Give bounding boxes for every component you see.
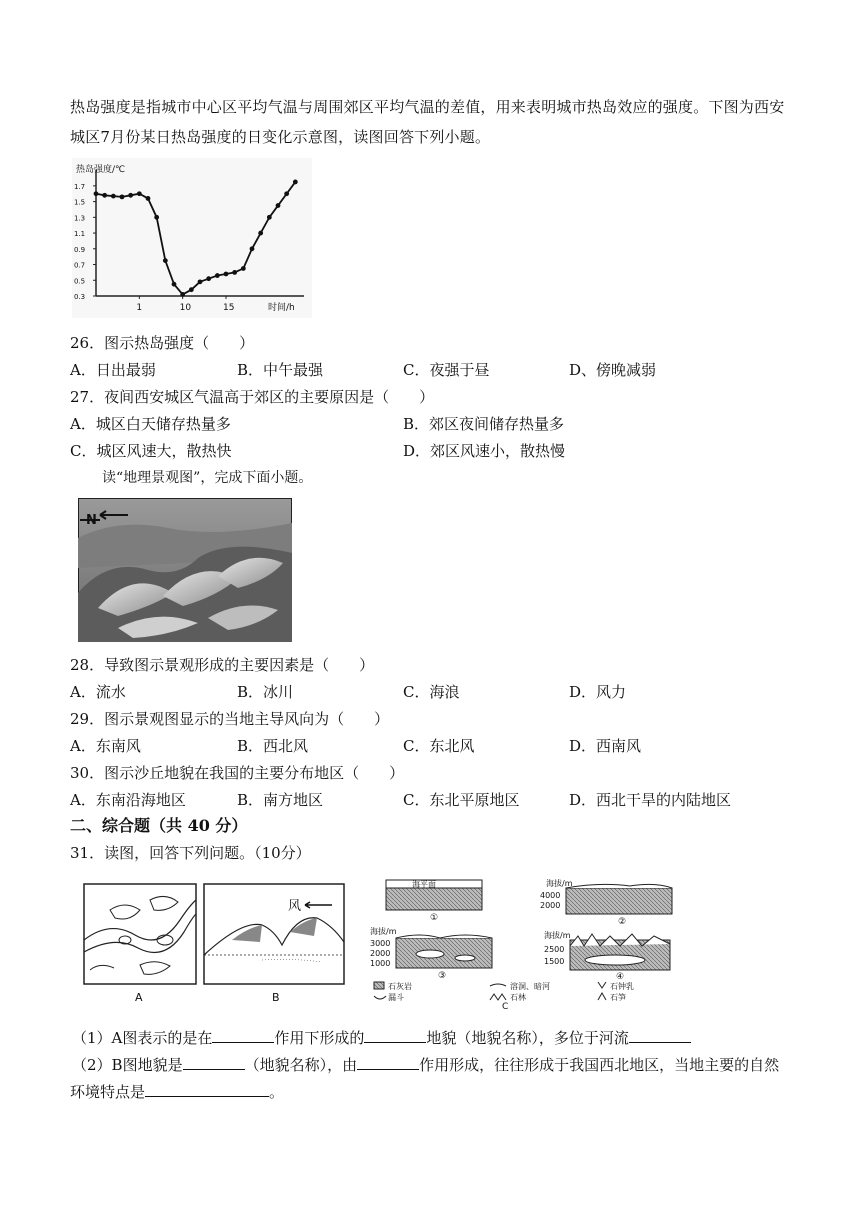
panel2-alt-label: 海拔/m	[546, 879, 573, 888]
panel-num-2: ②	[618, 917, 627, 927]
data-point	[293, 180, 298, 185]
data-point	[128, 193, 133, 198]
y-tick-label: 0.3	[74, 293, 86, 301]
panel2-tick-4000: 4000	[540, 891, 561, 900]
y-tick-label: 1.5	[74, 198, 86, 207]
data-point	[120, 194, 125, 199]
legend-stone-forest: 石林	[510, 993, 526, 1002]
data-point	[258, 231, 263, 236]
y-tick-label: 1.7	[74, 182, 86, 191]
q31-sub2-line1	[72, 1054, 779, 1076]
q31-sub1-blank1[interactable]	[212, 1028, 274, 1043]
data-point	[198, 279, 203, 284]
data-point	[94, 191, 99, 196]
q29-option-a[interactable]: A．东南风	[70, 737, 141, 755]
panel3-tick-2000: 2000	[370, 949, 391, 958]
q31-sub1-blank2[interactable]	[364, 1028, 426, 1043]
q31-sub2-blank1[interactable]	[183, 1055, 245, 1070]
landscape-photo	[78, 498, 292, 642]
panel3-tick-3000: 3000	[370, 939, 391, 948]
figure-b	[202, 880, 348, 1005]
q31-sub2-part5: 。	[269, 1083, 285, 1101]
q27-option-b[interactable]: B．郊区夜间储存热量多	[403, 415, 565, 433]
data-point	[267, 215, 272, 220]
q31-sub1-part1: （1）A图表示的是在	[72, 1029, 213, 1047]
data-point	[276, 203, 281, 208]
q29-stem: 29．图示景观图显示的当地主导风向为（ ）	[70, 710, 390, 728]
q26-option-c[interactable]: C．夜强于昼	[403, 361, 490, 379]
data-point	[284, 191, 289, 196]
figure-a	[80, 880, 200, 1005]
q27-option-a[interactable]: A．城区白天储存热量多	[70, 415, 231, 433]
x-axis-label: 时间/h	[268, 303, 295, 313]
data-point	[137, 191, 142, 196]
q26-option-a[interactable]: A．日出最弱	[70, 361, 156, 379]
panel4-tick-1500: 1500	[544, 957, 565, 966]
legend-stone-forest-icon	[490, 994, 506, 1000]
q30-option-d[interactable]: D．西北干旱的内陆地区	[569, 791, 732, 809]
legend-limestone: 石灰岩	[388, 982, 412, 991]
panel-num-3: ③	[438, 971, 447, 981]
q28-option-d[interactable]: D．风力	[569, 683, 627, 701]
data-point	[241, 266, 246, 271]
q28-option-b[interactable]: B．冰川	[237, 683, 294, 701]
data-point	[163, 258, 168, 263]
q31-sub2-blank2[interactable]	[357, 1055, 419, 1070]
q31-sub1-part2: 作用下形成的	[274, 1029, 365, 1047]
data-point	[232, 270, 237, 275]
data-point	[215, 273, 220, 278]
q31-sub2-blank3[interactable]	[145, 1082, 269, 1097]
section2-heading: 二、综合题（共 40 分）	[70, 816, 248, 835]
north-label: N	[86, 513, 97, 528]
legend-stalagmite: 石笋	[610, 993, 626, 1002]
data-point	[224, 272, 229, 277]
q28-option-c[interactable]: C．海浪	[403, 683, 460, 701]
x-tick-label: 10	[179, 303, 192, 313]
q27-stem: 27．夜间西安城区气温高于郊区的主要原因是（ ）	[70, 388, 435, 406]
panel-num-4: ④	[616, 972, 625, 982]
q29-option-c[interactable]: C．东北风	[403, 737, 475, 755]
q26-stem: 26．图示热岛强度（ ）	[70, 334, 255, 352]
data-point	[180, 292, 185, 297]
legend-cave-icon	[490, 984, 506, 986]
q28-stem: 28．导致图示景观形成的主要因素是（ ）	[70, 656, 375, 674]
legend-sinkhole-icon	[374, 996, 386, 999]
panel-num-1: ①	[430, 913, 439, 923]
y-tick-label: 0.7	[74, 261, 86, 270]
q31-sub1	[72, 1027, 691, 1049]
q31-sub2-part2: （地貌名称），由	[244, 1056, 358, 1074]
x-tick-label: 1	[136, 303, 143, 313]
panel4-alt-label: 海拔/m	[544, 931, 571, 940]
data-point	[206, 276, 211, 281]
x-tick-label: 15	[223, 303, 235, 313]
intro2-text: 读“地理景观图”，完成下面小题。	[102, 470, 313, 486]
q31-sub2-line2	[70, 1081, 284, 1103]
sea-level-label: 海平面	[412, 880, 436, 889]
y-tick-label: 0.9	[74, 245, 86, 254]
legend-cave: 溶洞、暗河	[510, 982, 550, 991]
y-axis-label: 热岛强度/℃	[76, 165, 126, 175]
q29-option-d[interactable]: D．西南风	[569, 737, 642, 755]
y-tick-label: 0.5	[74, 277, 86, 286]
legend-limestone-icon	[374, 982, 384, 989]
figure-a-label: A	[135, 991, 143, 1004]
y-tick-label: 1.3	[74, 214, 86, 223]
q31-stem: 31．读图，回答下列问题。（10分）	[70, 844, 311, 862]
data-point	[146, 196, 151, 201]
q30-option-c[interactable]: C．东北平原地区	[403, 791, 520, 809]
q26-option-b[interactable]: B．中午最强	[237, 361, 324, 379]
q30-option-a[interactable]: A．东南沿海地区	[70, 791, 186, 809]
panel3-tick-1000: 1000	[370, 959, 391, 968]
data-point	[154, 215, 159, 220]
data-point	[102, 193, 107, 198]
q30-stem: 30．图示沙丘地貌在我国的主要分布地区（ ）	[70, 764, 405, 782]
q26-option-d[interactable]: D、傍晚减弱	[569, 361, 657, 379]
panel2-tick-2000: 2000	[540, 901, 561, 910]
legend-stalagmite-icon	[598, 993, 606, 1000]
data-point	[111, 194, 116, 199]
figure-c	[370, 876, 690, 1011]
figure-c-label: C	[502, 1002, 509, 1011]
figure-b-wind-label: 风	[288, 899, 302, 914]
q30-option-b[interactable]: B．南方地区	[237, 791, 324, 809]
legend-sinkhole: 漏斗	[388, 993, 404, 1002]
q29-option-b[interactable]: B．西北风	[237, 737, 309, 755]
panel3-alt-label: 海拔/m	[370, 927, 397, 936]
legend-stalactite: 石钟乳	[610, 982, 634, 991]
q31-sub1-blank3[interactable]	[629, 1028, 691, 1043]
panel4-tick-2500: 2500	[544, 945, 565, 954]
heat-island-chart	[72, 158, 312, 318]
q31-sub2-part4: 环境特点是	[70, 1083, 146, 1101]
legend-stalactite-icon	[598, 982, 606, 988]
figure-b-label: B	[272, 991, 280, 1004]
chart-background	[72, 158, 312, 318]
intro-paragraph: 热岛强度是指城市中心区平均气温与周围郊区平均气温的差值，用来表明城市热岛效应的强度。下图为西安城区7月份某日热岛强度的日变化示意图，读图回答下列小题。	[70, 98, 785, 146]
q31-sub2-part1: （2）B图地貌是	[72, 1056, 183, 1074]
q31-sub1-part3: 地貌（地貌名称），多位于河流	[426, 1029, 629, 1047]
data-point	[172, 282, 177, 287]
q27-option-c[interactable]: C．城区风速大，散热快	[70, 442, 232, 460]
data-point	[250, 246, 255, 251]
y-tick-label: 1.1	[74, 230, 86, 239]
data-point	[189, 287, 194, 292]
q27-option-d[interactable]: D．郊区风速小，散热慢	[403, 442, 566, 460]
q28-option-a[interactable]: A．流水	[70, 683, 126, 701]
q31-sub2-part3: 作用形成，往往形成于我国西北地区，当地主要的自然	[419, 1056, 780, 1074]
